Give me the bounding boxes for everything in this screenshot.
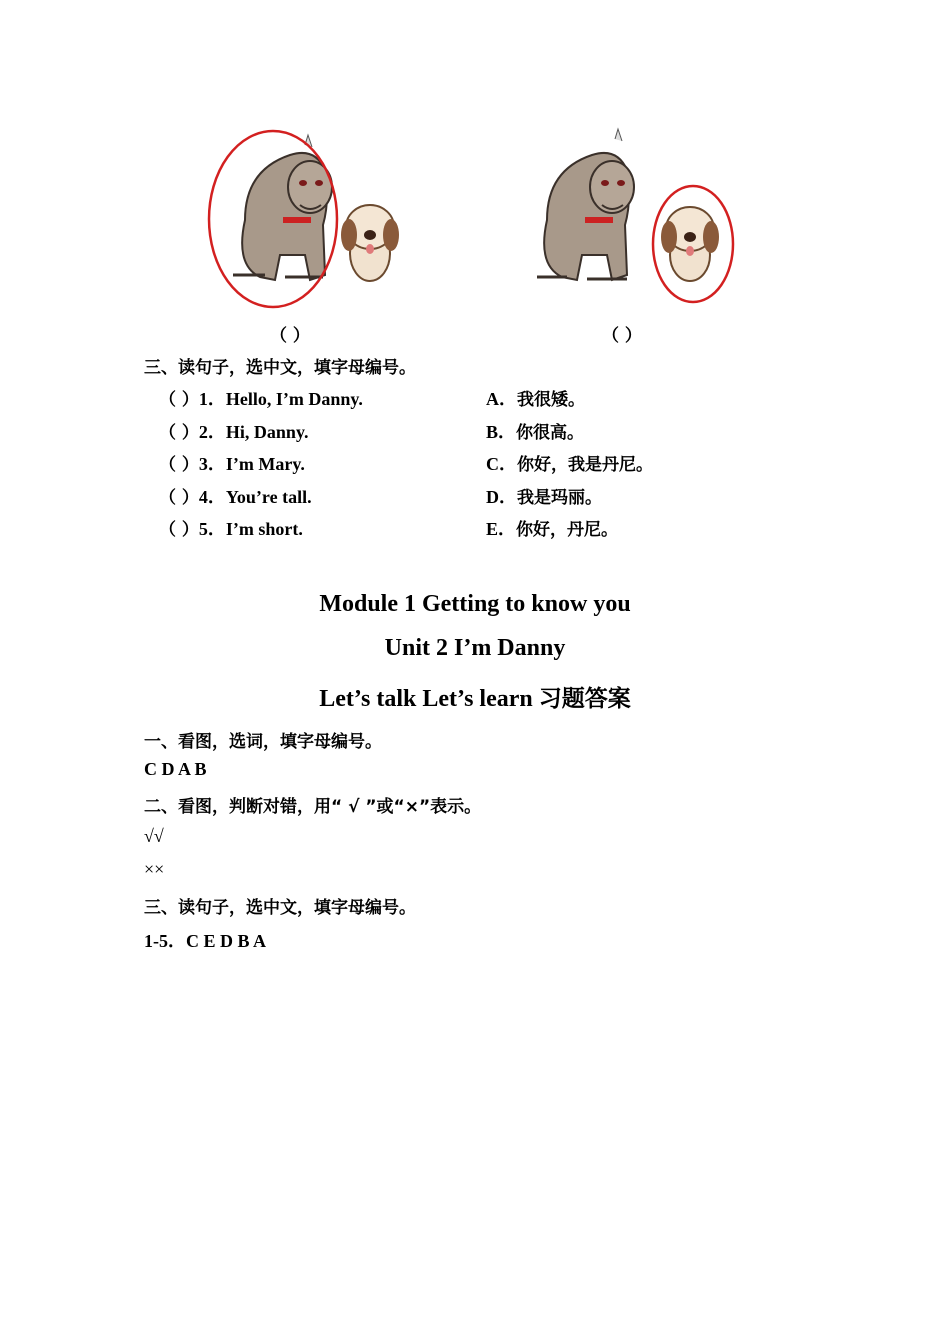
question-blank[interactable]: （ ） [159, 390, 199, 410]
question-number: 1． [198, 389, 226, 409]
option-text: 你好，我是丹尼。 [517, 455, 653, 475]
dogs-illustration [205, 125, 410, 315]
answer-blank-left[interactable]: （ ） [270, 326, 310, 346]
answers-title-lesson-zh: 习题答案 [538, 686, 631, 712]
answers-s1-heading: 一、看图，选词，填字母编号。 [144, 732, 382, 752]
option-text: 我很矮。 [517, 390, 585, 410]
question-text: Hi, Danny. [225, 422, 309, 442]
question-blank[interactable]: （ ） [159, 488, 199, 508]
picture-tall-dog-circled [205, 125, 410, 315]
question-blank[interactable]: （ ） [159, 455, 199, 475]
option-letter: A． [486, 389, 517, 409]
option-letter: D． [486, 487, 517, 507]
question-row [159, 515, 303, 541]
question-row [159, 385, 363, 411]
dogs-illustration [535, 125, 740, 315]
puppy-icon [341, 205, 399, 281]
option-row [486, 483, 602, 509]
option-text: 你很高。 [516, 423, 585, 443]
answers-s3-answer: 1-5．C E D B A [144, 931, 267, 951]
answers-title-unit: Unit 2 I’m Danny [384, 635, 566, 661]
answers-title-lesson [0, 680, 950, 713]
option-text: 你好，丹尼。 [516, 520, 619, 540]
option-row [486, 418, 584, 444]
answers-s2-answer-2: ×× [144, 859, 165, 879]
question-blank[interactable]: （ ） [159, 423, 199, 443]
answers-s2-answer-1: √√ [144, 826, 164, 846]
answers-s1-answer: C D A B [144, 759, 207, 779]
section3-heading: 三、读句子，选中文，填字母编号。 [144, 358, 416, 378]
answers-s2-heading: 二、看图，判断对错，用“ √ ”或“×”表示。 [144, 797, 482, 817]
question-text: I’m Mary. [225, 454, 305, 474]
option-text: 我是玛丽。 [517, 488, 602, 508]
option-row [486, 450, 653, 476]
question-text: You’re tall. [225, 487, 312, 507]
option-row [486, 385, 585, 411]
answers-title-lesson-en: Let’s talk Let’s learn [319, 686, 539, 712]
question-blank[interactable]: （ ） [159, 520, 199, 540]
question-text: Hello, I’m Danny. [225, 389, 363, 409]
question-number: 2． [198, 422, 226, 442]
answer-blank-right[interactable]: （ ） [602, 326, 642, 346]
puppy-icon [661, 207, 719, 281]
question-number: 5． [198, 519, 226, 539]
answers-s3-heading: 三、读句子，选中文，填字母编号。 [144, 898, 416, 918]
option-letter: C． [486, 454, 517, 474]
question-text: I’m short. [225, 519, 303, 539]
option-letter: E． [486, 519, 517, 539]
question-row [159, 450, 305, 476]
bulldog-icon [537, 129, 634, 280]
option-letter: B． [486, 422, 517, 442]
question-row [159, 483, 312, 509]
option-row [486, 515, 618, 541]
question-row [159, 418, 308, 444]
question-number: 4． [198, 487, 226, 507]
question-number: 3． [198, 454, 226, 474]
picture-short-dog-circled [535, 125, 740, 315]
answers-title-module: Module 1 Getting to know you [319, 591, 631, 617]
